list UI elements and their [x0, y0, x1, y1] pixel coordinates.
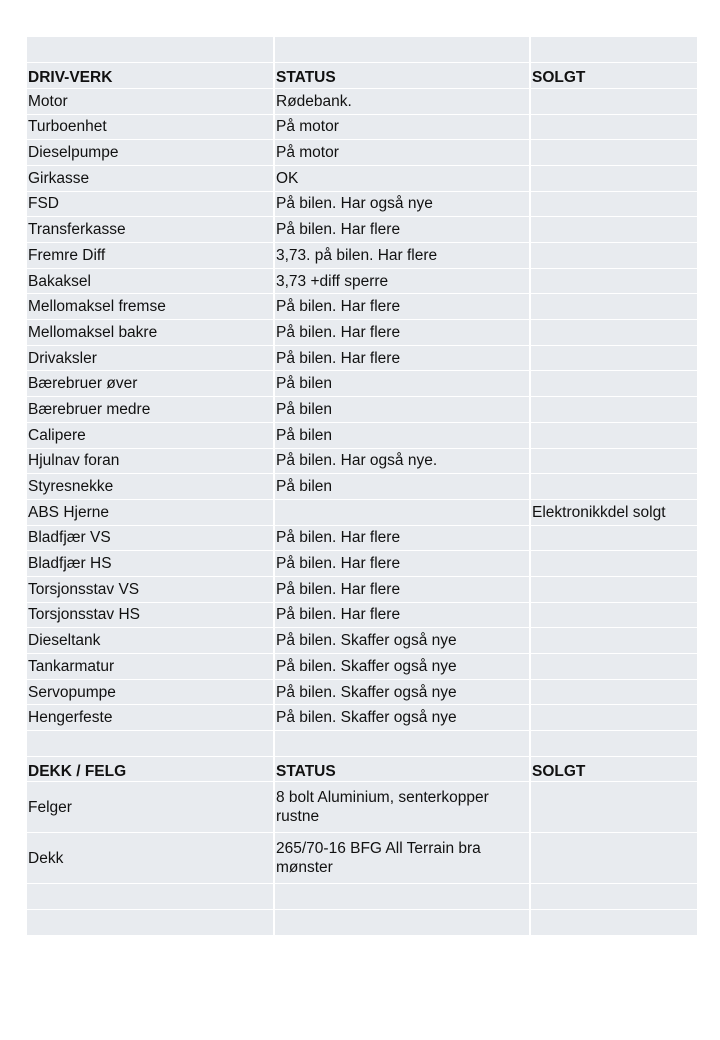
table-row	[27, 705, 697, 731]
table-row	[27, 499, 697, 525]
blank-cell	[274, 731, 530, 757]
part-cell: Turboenhet	[27, 114, 274, 140]
table-row	[27, 397, 697, 423]
status-cell: På bilen. Har flere	[274, 320, 530, 346]
table-row	[27, 371, 697, 397]
table-row	[27, 474, 697, 500]
table-row	[27, 679, 697, 705]
header-sold: SOLGT	[530, 756, 697, 782]
part-cell: Bladfjær VS	[27, 525, 274, 551]
status-cell: På bilen	[274, 397, 530, 423]
status-cell: På bilen. Har flere	[274, 217, 530, 243]
sold-cell	[530, 654, 697, 680]
part-cell: Fremre Diff	[27, 243, 274, 269]
blank-cell	[27, 910, 274, 936]
sold-cell	[530, 448, 697, 474]
sold-cell	[530, 320, 697, 346]
part-cell: Bakaksel	[27, 268, 274, 294]
table-row	[27, 191, 697, 217]
sold-cell	[530, 268, 697, 294]
part-cell: Dieselpumpe	[27, 140, 274, 166]
sold-cell	[530, 165, 697, 191]
sold-cell	[530, 576, 697, 602]
blank-row	[27, 910, 697, 936]
status-cell: På bilen. Har flere	[274, 576, 530, 602]
status-cell: På bilen	[274, 422, 530, 448]
sold-cell	[530, 371, 697, 397]
status-cell: 8 bolt Aluminium, senterkopper rustne	[274, 782, 530, 833]
header-status: STATUS	[274, 63, 530, 89]
table-row	[27, 422, 697, 448]
sold-cell	[530, 833, 697, 884]
header-part: DRIV-VERK	[27, 63, 274, 89]
blank-row	[27, 37, 697, 63]
sold-cell	[530, 88, 697, 114]
table-row	[27, 217, 697, 243]
status-cell: På bilen. Skaffer også nye	[274, 654, 530, 680]
blank-row	[27, 731, 697, 757]
blank-cell	[530, 731, 697, 757]
part-cell: Bærebruer øver	[27, 371, 274, 397]
status-cell: 3,73 +diff sperre	[274, 268, 530, 294]
status-cell: På bilen. Har også nye.	[274, 448, 530, 474]
part-cell: ABS Hjerne	[27, 499, 274, 525]
status-cell: OK	[274, 165, 530, 191]
blank-cell	[27, 37, 274, 63]
sold-cell	[530, 705, 697, 731]
status-cell: 3,73. på bilen. Har flere	[274, 243, 530, 269]
sold-cell	[530, 602, 697, 628]
status-cell: På bilen. Har også nye	[274, 191, 530, 217]
table-row	[27, 140, 697, 166]
sold-cell	[530, 474, 697, 500]
blank-cell	[274, 910, 530, 936]
sold-cell: Elektronikkdel solgt	[530, 499, 697, 525]
blank-row	[27, 884, 697, 910]
table-row	[27, 165, 697, 191]
sold-cell	[530, 679, 697, 705]
blank-cell	[27, 884, 274, 910]
part-cell: Styresnekke	[27, 474, 274, 500]
table-row	[27, 782, 697, 833]
status-cell: På bilen. Skaffer også nye	[274, 628, 530, 654]
status-cell: På bilen. Har flere	[274, 294, 530, 320]
part-cell: Tankarmatur	[27, 654, 274, 680]
status-cell: På bilen. Skaffer også nye	[274, 679, 530, 705]
parts-status-table	[27, 37, 697, 936]
sold-cell	[530, 628, 697, 654]
part-cell: Dekk	[27, 833, 274, 884]
status-cell: På motor	[274, 114, 530, 140]
sold-cell	[530, 294, 697, 320]
part-cell: Motor	[27, 88, 274, 114]
sold-cell	[530, 345, 697, 371]
header-sold: SOLGT	[530, 63, 697, 89]
blank-cell	[530, 910, 697, 936]
status-cell: På motor	[274, 140, 530, 166]
table-row	[27, 345, 697, 371]
part-cell: Servopumpe	[27, 679, 274, 705]
table-row	[27, 551, 697, 577]
sold-cell	[530, 114, 697, 140]
table-row	[27, 654, 697, 680]
sold-cell	[530, 782, 697, 833]
sold-cell	[530, 217, 697, 243]
table-row	[27, 448, 697, 474]
table-row	[27, 88, 697, 114]
table-row	[27, 602, 697, 628]
part-cell: Mellomaksel bakre	[27, 320, 274, 346]
part-cell: Mellomaksel fremse	[27, 294, 274, 320]
part-cell: Torsjonsstav HS	[27, 602, 274, 628]
status-cell: På bilen. Har flere	[274, 602, 530, 628]
part-cell: Girkasse	[27, 165, 274, 191]
status-cell: På bilen	[274, 474, 530, 500]
blank-cell	[530, 884, 697, 910]
part-cell: Transferkasse	[27, 217, 274, 243]
sold-cell	[530, 191, 697, 217]
blank-cell	[27, 731, 274, 757]
table-row	[27, 576, 697, 602]
part-cell: FSD	[27, 191, 274, 217]
status-cell: På bilen. Skaffer også nye	[274, 705, 530, 731]
status-cell: Rødebank.	[274, 88, 530, 114]
part-cell: Bærebruer medre	[27, 397, 274, 423]
section-header-row	[27, 63, 697, 89]
blank-cell	[274, 884, 530, 910]
section-header-row	[27, 756, 697, 782]
table-row	[27, 268, 697, 294]
table-row	[27, 628, 697, 654]
sold-cell	[530, 525, 697, 551]
table-row	[27, 833, 697, 884]
part-cell: Felger	[27, 782, 274, 833]
header-part: DEKK / FELG	[27, 756, 274, 782]
sold-cell	[530, 243, 697, 269]
table-row	[27, 320, 697, 346]
sold-cell	[530, 140, 697, 166]
part-cell: Hjulnav foran	[27, 448, 274, 474]
sold-cell	[530, 397, 697, 423]
status-cell	[274, 499, 530, 525]
sold-cell	[530, 551, 697, 577]
status-cell: På bilen. Har flere	[274, 551, 530, 577]
status-cell: På bilen. Har flere	[274, 345, 530, 371]
part-cell: Calipere	[27, 422, 274, 448]
table-row	[27, 243, 697, 269]
table-row	[27, 525, 697, 551]
status-cell: 265/70-16 BFG All Terrain bra mønster	[274, 833, 530, 884]
part-cell: Torsjonsstav VS	[27, 576, 274, 602]
table-row	[27, 114, 697, 140]
header-status: STATUS	[274, 756, 530, 782]
part-cell: Dieseltank	[27, 628, 274, 654]
blank-cell	[274, 37, 530, 63]
status-cell: På bilen	[274, 371, 530, 397]
part-cell: Hengerfeste	[27, 705, 274, 731]
table-row	[27, 294, 697, 320]
part-cell: Drivaksler	[27, 345, 274, 371]
blank-cell	[530, 37, 697, 63]
status-cell: På bilen. Har flere	[274, 525, 530, 551]
sold-cell	[530, 422, 697, 448]
part-cell: Bladfjær HS	[27, 551, 274, 577]
